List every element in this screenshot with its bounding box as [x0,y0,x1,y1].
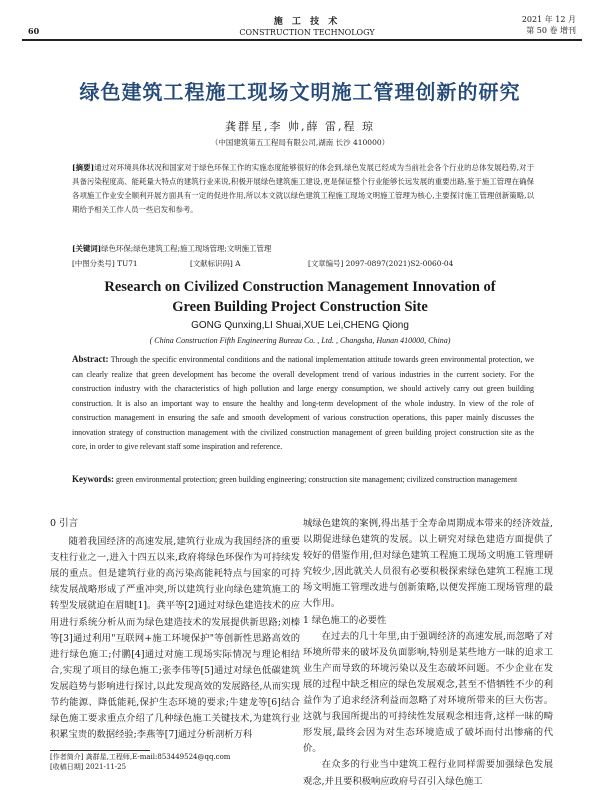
body-column-right [303,516,553,790]
authors-en: GONG Qunxing,LI Shuai,XUE Lei,CHENG Qiong [191,320,409,331]
body-paragraph: 在过去的几十年里,由于强调经济的高速发展,而忽略了对环境所带来的破坏及负面影响,特别是某些地方一昧的追求工业生产而导致的环境污染以及生态破坏问题。不少企业在发展的过程中缺乏相应的绿色发展观念,甚至不惜牺牲不少的利益作为了追求经济利益而忽略了对环境所带来的巨大伤害。这就与我国所提出的可持续性发展观念相违背,这样一昧的畸形发展,最终会因为对生态环境造成了破坏而付出惨痛的代价。 [303,630,553,755]
title-en-line: Green Building Project Construction Site [172,299,428,315]
abstract-en [72,352,534,455]
article-title-cn: 绿色建筑工程施工现场文明施工管理创新的研究 [79,80,521,104]
keywords-en [72,472,534,488]
issue-date: 2021 年 12 月 [521,15,576,24]
section-heading-necessity: 1 绿色施工的必要性 [303,614,387,626]
body-paragraph: 城绿色建筑的案例,得出基于全寿命周期成本带来的经济效益,以期促进绿色建筑的发展。以上研究对绿色建造方面提供了较好的借鉴作用,但对绿色建筑工程施工现场文明施工管理研究较少,因此就关人员很有必要积极探索绿色建筑工程施工现场文明施工管理改进与创新策略,以便发挥施工现场管理的最大作用。 [303,518,553,610]
article-title-en [40,277,560,317]
footnote-rule [50,750,150,751]
keywords-en-label: Keywords: [72,474,114,484]
body-column-left [50,516,300,743]
affiliation-en: ( China Construction Fifth Engineering Bureau Co. , Ltd. , Changsha, Hunan 410000, China) [149,336,451,345]
abstract-cn-label: [摘要] [72,163,95,172]
abstract-cn [72,161,534,217]
abstract-en-label: Abstract: [72,354,109,364]
body-paragraph: 在众多的行业当中建筑工程行业同样需要加强绿色发展观念,并且要积极响应政府号召引入绿色施工 [303,759,553,787]
issue-info [522,14,576,36]
section-heading-intro: 0 引言 [50,518,79,529]
keywords-cn-text: 绿色环保;绿色建筑工程;施工现场管理;文明施工管理 [101,244,272,253]
keywords-cn-label: [关键词] [72,244,102,253]
header-rule [22,39,582,41]
footnotes [50,752,300,772]
authors-cn: 龚群星,李 帅,薛 雷,程 琼 [225,120,375,133]
keywords-cn [72,243,534,254]
running-header [22,8,580,38]
journal-name [232,14,382,37]
abstract-cn-text: 通过对环境具体状况和国家对于绿色环保工作的实施态度能够很好的体会到,绿色发展已经成为当前社会各个行业的总体发展趋势,对于具备污染程度高、能耗量大特点的建筑行业来说,积极开展绿色建筑施工建设,更是保证整个行业能够长远发展的重要出路,鉴于施工管理在确保各项施工作业安全顺利开展方面具有一定的促进作用,所以本文就以绿色建筑工程施工现场文明施工管理为核心,主要探讨施工管理创新策略,以期给予相关工作人员一些启发和参考。 [72,163,534,214]
keywords-en-text: green environmental protection; green building engineering; construction site management; civilized construction management [115,475,518,484]
footnote-author-info: [作者简介] 龚群星,工程师,E-mail:853449524@qq.com [50,753,231,761]
journal-name-cn: 施 工 技 术 [273,17,341,27]
issue-volume: 第 50 卷 增刊 [526,26,576,35]
affiliation-cn: （中国建筑第五工程局有限公司,湖南 长沙 410000） [210,138,390,147]
abstract-en-text: Through the specific environmental conditions and the national implementation attitude towards green environmental protection, we can clearly realize that green development has become the overall development trend of various industries in the current society. For the construction industry with the characteristics of high pollution and large energy consumption, we should actively carry out green building construction. It is also an important way to ensure the healthy and long-term development of the whole industry. In view of the role of construction management in ensuring the safe and smooth development of various construction operations, this paper mainly discusses the innovation strategy of construction management with the civilized construction management of green building project construction site as the core, in order to give relevant staff some inspiration and reference. [72,355,534,451]
clc-number: [中图分类号] TU71 [72,259,138,268]
title-en-line: Research on Civilized Construction Management Innovation of [104,279,496,295]
document-code: [文献标识码] A [190,259,241,268]
footnote-received-date: [收稿日期] 2021-11-25 [50,763,127,771]
journal-name-en: CONSTRUCTION TECHNOLOGY [239,28,375,37]
page-number: 60 [28,26,40,36]
body-paragraph: 随着我国经济的高速发展,建筑行业成为我国经济的重要支柱行业之一,进入十四五以来,政府将绿色环保作为可持续发展的重点。但是建筑行业的高污染高能耗特点与国家的可持续发展战略形成了严重冲突,所以建筑行业向绿色建筑施工的转型发展就迫在眉睫[1]。龚平等[2]通过对绿色建造技术的应用进行系统分析从而为绿色建造技术的发展提供新思路;刘榛等[3]通过利用"互联网+施工环境保护"等创新性思路高效的进行绿色施工;付鹏[4]通过对施工现场实际情况与理论相结合,实现了项目的绿色施工;张李伟等[5]通过对绿色低碳建筑发展趋势与影响进行探讨,以此发现高效的发展路径,从而实现节约能源、降低能耗,保护生态环境的要求;牛建龙等[6]结合绿色施工要求重点介绍了几种绿色施工关键技术,为建筑行业积累宝贵的数据经验;李燕等[7]通过分析剖析万科 [50,536,300,741]
article-number: [文章编号] 2097-0897(2021)S2-0060-04 [308,259,454,268]
